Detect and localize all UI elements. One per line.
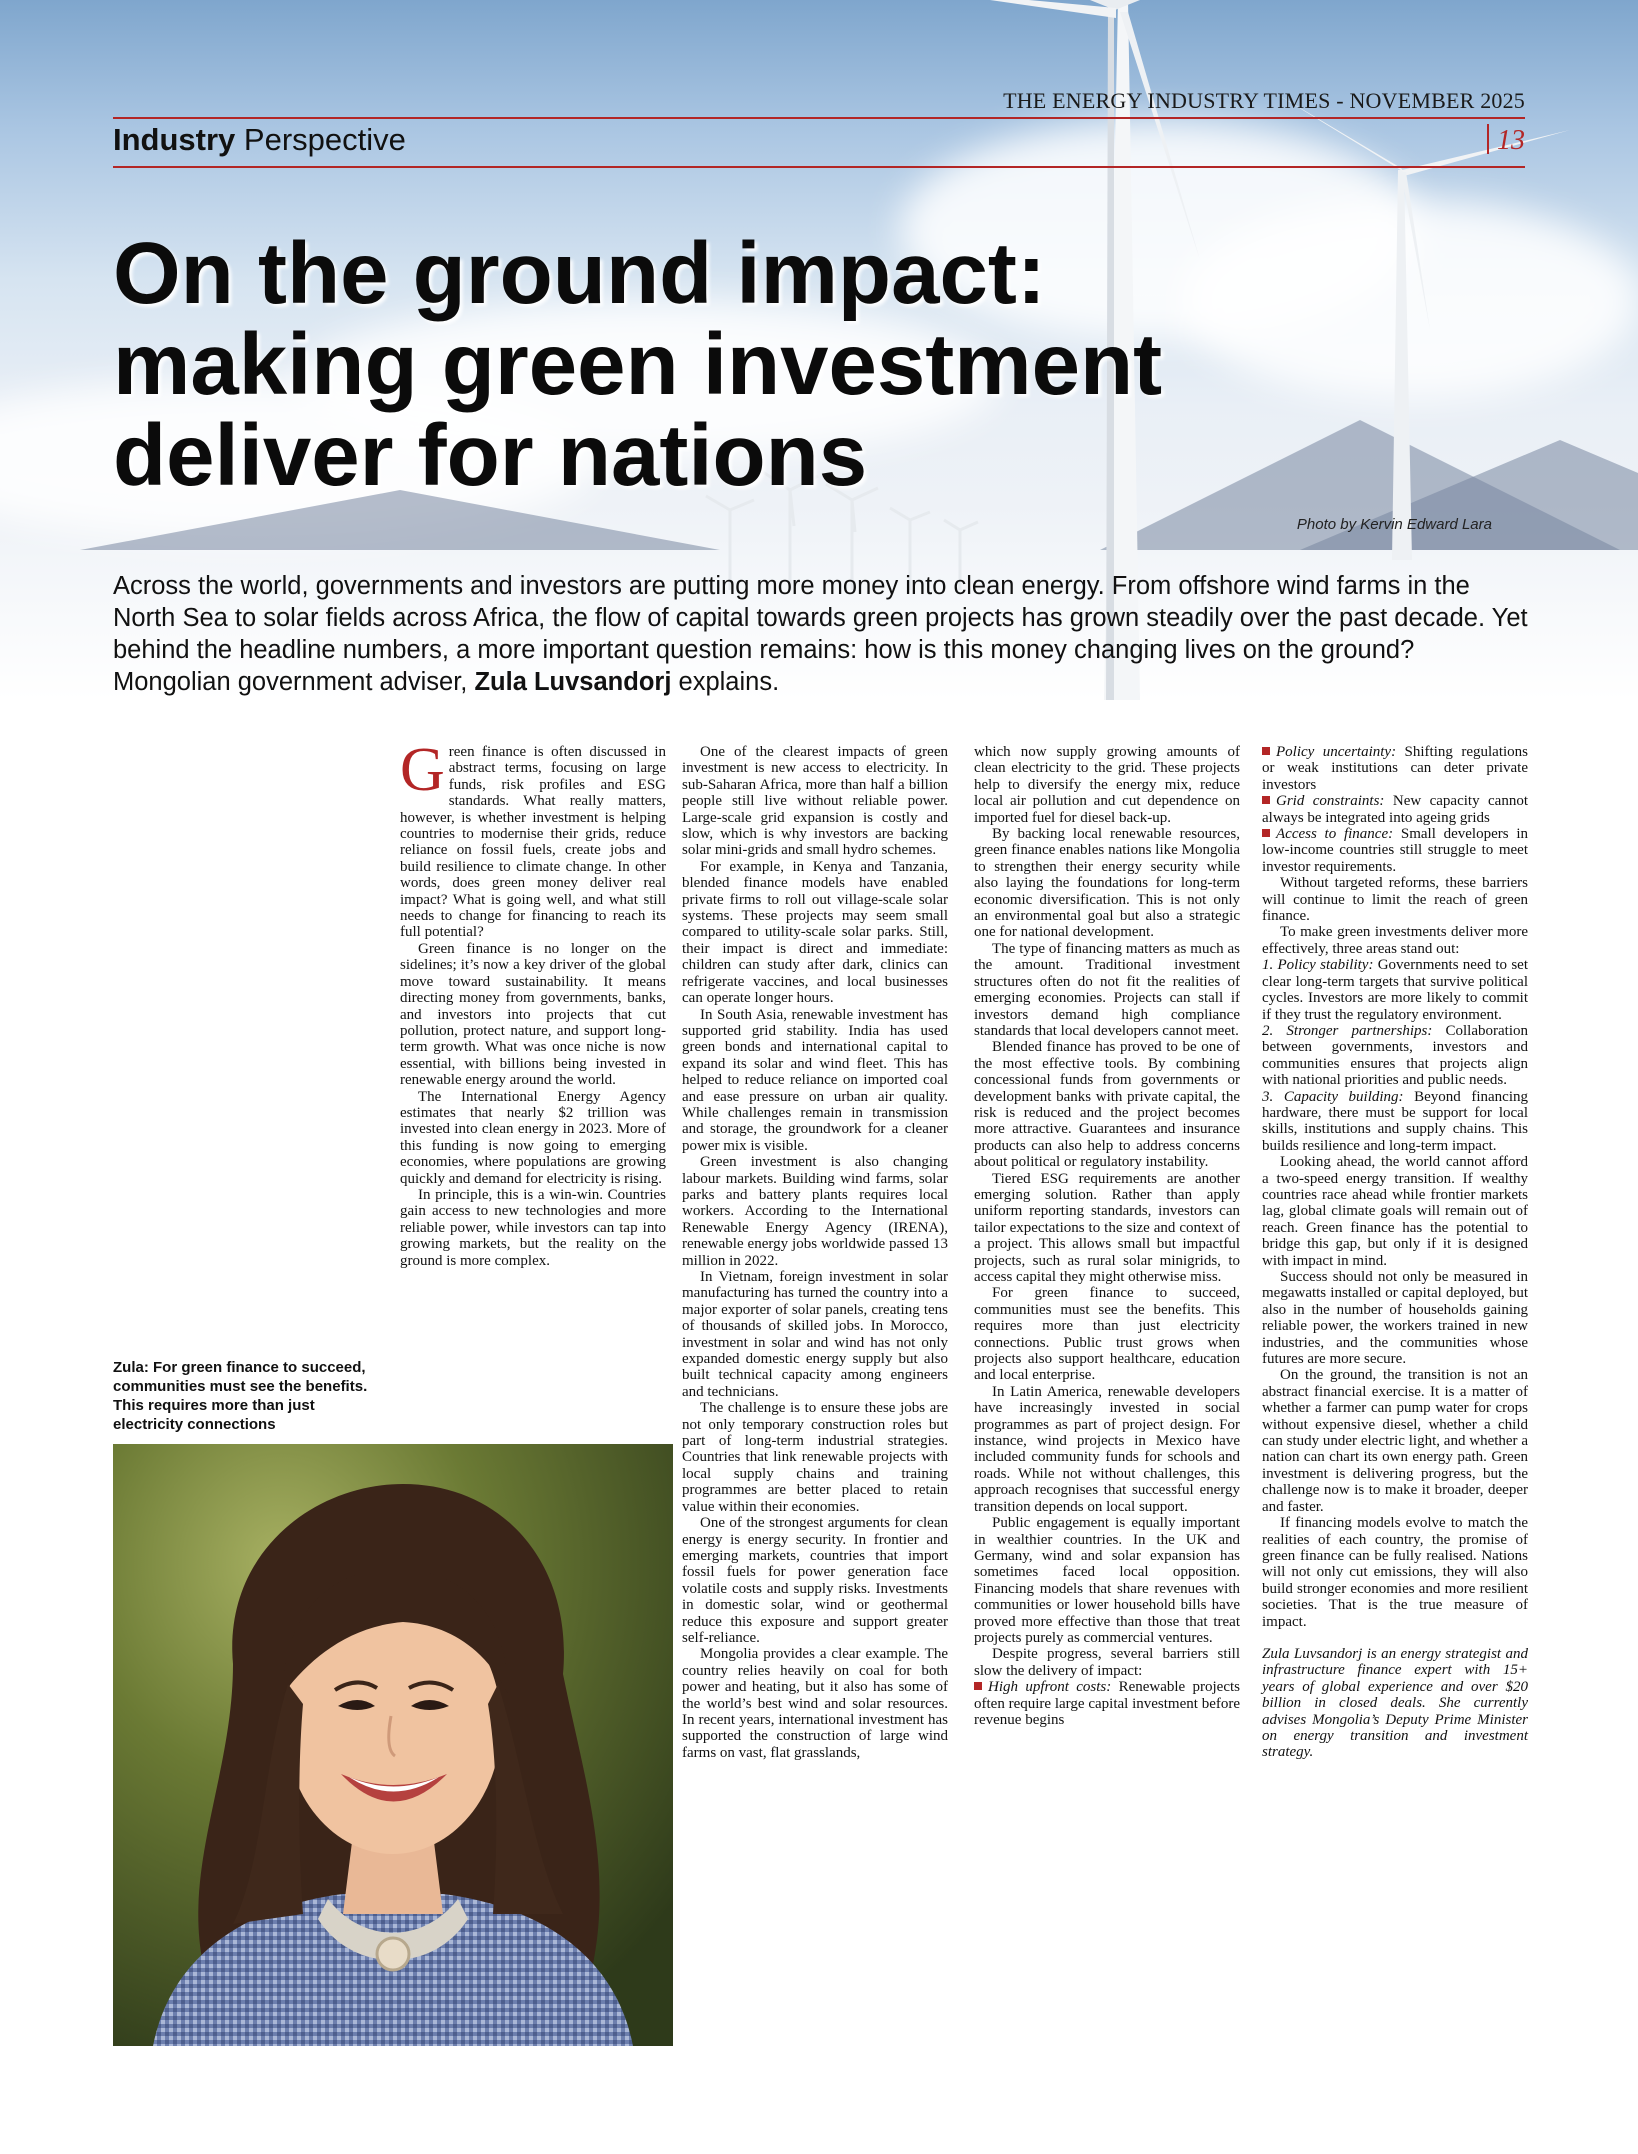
bullet-square-icon <box>1262 829 1270 837</box>
photo-caption: Zula: For green finance to succeed, communities must see the benefits. This requires more than just electricity connections <box>113 1359 368 1433</box>
bullet-text: Renewable projects often require large capital investment before revenue begins <box>974 1679 1240 1728</box>
article-column-2 <box>682 744 948 1761</box>
paragraph: In principle, this is a win-win. Countries gain access to new technologies and more reliable power, while investors can tap into growing markets, but the reality on the ground is more complex. <box>400 1186 666 1269</box>
paragraph: Blended finance has proved to be one of the most effective tools. By combining concessional funds from governments or development banks with private capital, the risk is reduced and the project becomes more attractive. Guarantees and insurance products can also help to address concerns about political or regulatory instability. <box>974 1039 1240 1171</box>
paragraph: To make green investments deliver more effectively, three areas stand out: <box>1262 924 1528 957</box>
numbered-text: Collaboration between governments, investors and communities ensures that projects align with national priorities and public needs. <box>1262 1022 1528 1089</box>
masthead-rule-top <box>113 117 1525 119</box>
paragraph: Public engagement is equally important in wealthier countries. In the UK and Germany, wind and solar expansion has sometimes faced local opposition. Financing models that share revenues with communities or lower household bills have proved more effective than those that treat projects purely as commercial ventures. <box>974 1515 1240 1646</box>
standfirst-text: Across the world, governments and investors are putting more money into clean energy. From offshore wind farms in the North Sea to solar fields across Africa, the flow of capital towards green projects has grown steadily over the past decade. Yet behind the headline numbers, a more important question remains: how is this money changing lives on the ground? Mongolian government adviser, <box>113 572 1528 696</box>
headline-line-1: On the ground impact: <box>113 225 1046 322</box>
page-number-value: 13 <box>1497 125 1525 156</box>
numbered-text: Governments need to set clear long-term targets that survive political cycles. Investors are more likely to commit if they trust the regulatory environment. <box>1262 957 1528 1023</box>
bullet-text: New capacity cannot always be integrated into ageing grids <box>1262 793 1528 826</box>
headline-line-2: making green investment <box>113 316 1163 413</box>
standfirst <box>113 570 1533 698</box>
paragraph: One of the clearest impacts of green investment is new access to electricity. In sub-Saharan Africa, more than half a billion people still live without reliable power. Large-scale grid expansion is costly and slow, which is why investors are backing solar mini-grids and small hydro schemes. <box>682 744 948 859</box>
standfirst-end: explains. <box>671 668 780 696</box>
article-column-4 <box>1262 744 1528 1761</box>
numbered-text: Beyond financing hardware, there must be support for local skills, institutions and supply chains. This builds resilience and long-term impact. <box>1262 1088 1528 1154</box>
bullet-square-icon <box>974 1682 982 1690</box>
barrier-bullet <box>974 1679 1240 1728</box>
barrier-bullet <box>1262 744 1528 793</box>
section-label-rest: Perspective <box>235 122 406 157</box>
numbered-item <box>1262 1023 1528 1089</box>
bullet-square-icon <box>1262 796 1270 804</box>
page-number <box>1487 124 1525 157</box>
numbered-label: 3. Capacity building: <box>1262 1088 1404 1105</box>
paragraph: For green finance to succeed, communities must see the benefits. This requires more than just electricity connections. Public trust grows when projects also support healthcare, education and local enterprise. <box>974 1285 1240 1384</box>
paragraph: Looking ahead, the world cannot afford a two-speed energy transition. If wealthy countries race ahead while frontier markets lag, global climate goals will remain out of reach. Green finance has the potential to bridge this gap, but only if it is designed with impact in mind. <box>1262 1154 1528 1269</box>
paragraph: In Vietnam, foreign investment in solar manufacturing has turned the country into a major exporter of solar panels, creating tens of thousands of skilled jobs. In Morocco, investment in solar and wind has not only expanded domestic energy supply but also built technical capacity among engineers and technicians. <box>682 1269 948 1400</box>
paragraph: Success should not only be measured in megawatts installed or capital deployed, but also in the number of households gaining reliable power, the workers trained in new industries, and the communities whose futures are more secure. <box>1262 1269 1528 1368</box>
paragraph: Tiered ESG requirements are another emerging solution. Rather than apply uniform reporting standards, investors can tailor expectations to the size and context of a project. This allows small but impactful projects, such as rural solar minigrids, to access capital they might otherwise miss. <box>974 1170 1240 1285</box>
paragraph: which now supply growing amounts of clean electricity to the grid. These projects help to diversify the energy mix, reduce local air pollution and cut dependence on imported fuel for diesel back-up. <box>974 744 1240 826</box>
paragraph: For example, in Kenya and Tanzania, blended finance models have enabled private firms to roll out village-scale solar systems. These projects may seem small compared to utility-scale solar parks. Still, their impact is direct and immediate: children can study after dark, clinics can refrigerate vaccines, and local businesses can operate longer hours. <box>682 858 948 1007</box>
bullet-text: Small developers in low-income countries still struggle to meet investor requirements. <box>1262 826 1528 875</box>
masthead-rule-bottom <box>113 166 1525 168</box>
paragraph: If financing models evolve to match the realities of each country, the promise of green finance can be fully realised. Nations will not only cut emissions, they will also build stronger economies and more resilient societies. That is the true measure of impact. <box>1262 1515 1528 1630</box>
paragraph: By backing local renewable resources, green finance enables nations like Mongolia to strengthen their energy security while also laying the foundations for long-term economic diversification. This is not only an environmental goal but also a strategic one for national development. <box>974 826 1240 941</box>
numbered-item <box>1262 1089 1528 1155</box>
barrier-bullet <box>1262 826 1528 875</box>
numbered-label: 2. Stronger partnerships: <box>1262 1022 1433 1039</box>
bullet-label: Grid constraints: <box>1276 793 1385 810</box>
paragraph: The International Energy Agency estimates that nearly $2 trillion was invested into clean energy in 2023. More of this funding is now going to emerging economies, where populations are growing quickly and demand for electricity is rising. <box>400 1088 666 1187</box>
paragraph: On the ground, the transition is not an abstract financial exercise. It is a matter of whether a farmer can pump water for crops without expensive diesel, whether a child can study under electric light, and whether a nation can chart its own energy path. Green investment is delivering progress, but the challenge now is to make it broader, deeper and faster. <box>1262 1367 1528 1515</box>
bullet-label: Policy uncertainty: <box>1276 744 1397 760</box>
barrier-bullet <box>1262 793 1528 826</box>
page-number-divider <box>1487 124 1489 154</box>
paragraph: Mongolia provides a clear example. The country relies heavily on coal for both power and heating, but it also has some of the world’s best wind and solar resources. In recent years, international investment has supported the construction of large wind farms on vast, flat grasslands, <box>682 1646 948 1761</box>
paragraph <box>400 736 666 941</box>
photo-credit: Photo by Kervin Edward Lara <box>1296 516 1492 533</box>
numbered-label: 1. Policy stability: <box>1262 957 1374 974</box>
paragraph: Despite progress, several barriers still slow the delivery of impact: <box>974 1646 1240 1679</box>
numbered-item <box>1262 957 1528 1023</box>
portrait-photo <box>113 1444 673 2046</box>
headline-line-3: deliver for nations <box>113 407 868 504</box>
bullet-label: Access to finance: <box>1276 826 1394 843</box>
paragraph: Without targeted reforms, these barriers will continue to limit the reach of green finance. <box>1262 875 1528 925</box>
paragraph-text: reen finance is often discussed in abstract terms, focusing on large funds, risk profiles and ESG standards. What really matters, however, is whether investment is helping countries to modernise their grids, reduce reliance on fossil fuels, create jobs and build resilience to climate change. In other words, does green money deliver real impact? What is going well, and what still needs to change for financing to reach its full potential? <box>400 744 666 941</box>
paragraph: The challenge is to ensure these jobs are not only temporary construction roles but part of long-term industrial strategies. Countries that link renewable projects with local supply chains and training programmes are better placed to retain value within their economies. <box>682 1400 948 1515</box>
bullet-label: High upfront costs: <box>988 1679 1112 1696</box>
author-bio: Zula Luvsandorj is an energy strategist and infrastructure finance expert with 15+ years of global experience and over $20 billion in closed deals. She currently advises Mongolia’s Deputy Prime Minister on energy transition and investment strategy. <box>1262 1645 1528 1761</box>
article-headline <box>113 225 1413 504</box>
author-name: Zula Luvsandorj <box>474 668 672 696</box>
bullet-square-icon <box>1262 747 1270 755</box>
section-label <box>113 122 406 158</box>
bullet-text: Shifting regulations or weak institutions can deter private investors <box>1262 744 1529 793</box>
paragraph: In Latin America, renewable developers have increasingly invested in social programmes as part of project design. For instance, wind projects in Mexico have included community funds for schools and roads. While not without challenges, this approach recognises that successful energy transition depends on local support. <box>974 1383 1240 1515</box>
drop-cap: G <box>400 736 445 804</box>
paragraph: Green finance is no longer on the sidelines; it’s now a key driver of the global move toward sustainability. It means directing money from governments, banks, and investors into projects that cut pollution, protect nature, and support long-term growth. What was once niche is now essential, with billions being invested in renewable energy around the world. <box>400 940 666 1089</box>
publication-name: THE ENERGY INDUSTRY TIMES - NOVEMBER 2025 <box>1003 88 1525 113</box>
portrait-icon <box>113 1444 673 2046</box>
section-label-bold: Industry <box>113 122 236 157</box>
article-column-3 <box>974 744 1240 1728</box>
paragraph: Green investment is also changing labour markets. Building wind farms, solar parks and battery plants requires local workers. According to the International Renewable Energy Agency (IRENA), renewable energy jobs worldwide passed 13 million in 2022. <box>682 1154 948 1269</box>
paragraph: The type of financing matters as much as the amount. Traditional investment structures often do not fit the realities of emerging economies. Projects can stall if investors demand high compliance standards that local developers cannot meet. <box>974 940 1240 1039</box>
paragraph: One of the strongest arguments for clean energy is energy security. In frontier and emerging markets, countries that import fossil fuels for power generation face volatile costs and supply risks. Investments in domestic solar, wind or geothermal reduce this exposure and support greater self-reliance. <box>682 1515 948 1646</box>
article-column-1 <box>400 736 666 1269</box>
paragraph: In South Asia, renewable investment has supported grid stability. India has used green bonds and international capital to expand its solar and wind fleet. This has helped to reduce reliance on imported coal and ease pressure on urban air quality. While challenges remain in transmission and storage, the groundwork for a cleaner power mix is visible. <box>682 1006 948 1154</box>
